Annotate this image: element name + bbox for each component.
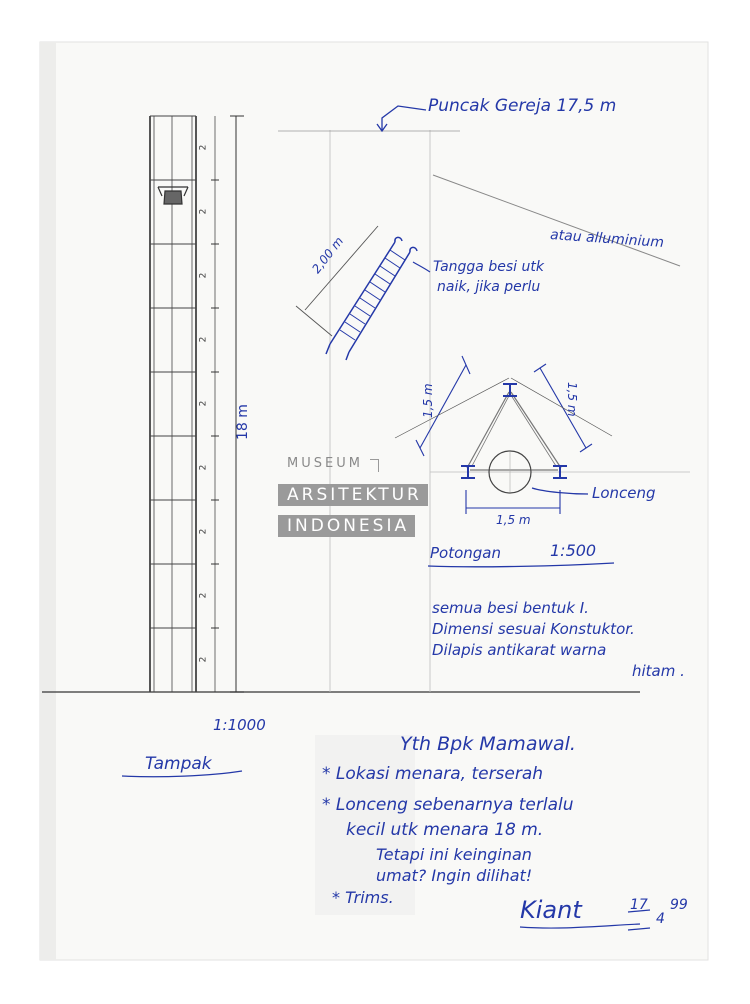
date-year: 99 [670,897,688,913]
segment-label: 2 [198,528,209,535]
date-day: 17 [630,897,648,913]
letter-line: * Trims. [332,888,394,907]
ladder-dimension-label: 2,00 m [309,234,347,277]
roof-note: atau alluminium [549,227,665,251]
watermark-indonesia: INDONESIA [278,515,415,537]
segment-label: 2 [198,592,209,599]
section-title: Potongan [430,544,502,562]
note-line: Dilapis antikarat warna [432,641,607,659]
height-label: 18 m [235,404,251,440]
segment-label: 2 [198,144,209,151]
watermark-bracket [370,459,379,472]
letter-greeting: Yth Bpk Mamawal. [400,733,576,755]
note-line: Dimensi sesuai Konstuktor. [432,620,635,638]
top-level-label: Puncak Gereja 17,5 m [428,96,617,116]
segment-label: 2 [198,272,209,279]
watermark-arsitektur: ARSITEKTUR [278,484,428,506]
elevation-scale: 1:1000 [213,716,266,734]
segment-label: 2 [198,464,209,471]
section-dim-right: 1,5 m [565,382,579,417]
segment-label: 2 [198,208,209,215]
date-month: 4 [656,911,665,927]
signature: Kiant [520,896,582,924]
letter-line: * Lonceng sebenarnya terlalu [322,795,574,815]
letter-line: Tetapi ini keinginan [376,845,532,864]
section-dim-left: 1,5 m [421,383,435,418]
elevation-title: Tampak [145,754,212,774]
section-scale: 1:500 [550,541,597,560]
letter-line: umat? Ingin dilihat! [376,866,533,885]
segment-label: 2 [198,400,209,407]
note-line: hitam . [632,662,685,680]
letter-line: * Lokasi menara, terserah [322,764,544,784]
ladder-note-line2: naik, jika perlu [437,279,541,295]
paper-left-shadow [40,42,56,960]
letter-line: kecil utk menara 18 m. [346,820,544,840]
segment-label: 2 [198,656,209,663]
note-line: semua besi bentuk I. [432,599,589,617]
ladder-note-line1: Tangga besi utk [433,259,544,275]
section-dim-bottom: 1,5 m [496,513,531,527]
segment-label: 2 [198,336,209,343]
bell-label: Lonceng [592,484,656,502]
watermark-museum: MUSEUM [287,456,363,471]
